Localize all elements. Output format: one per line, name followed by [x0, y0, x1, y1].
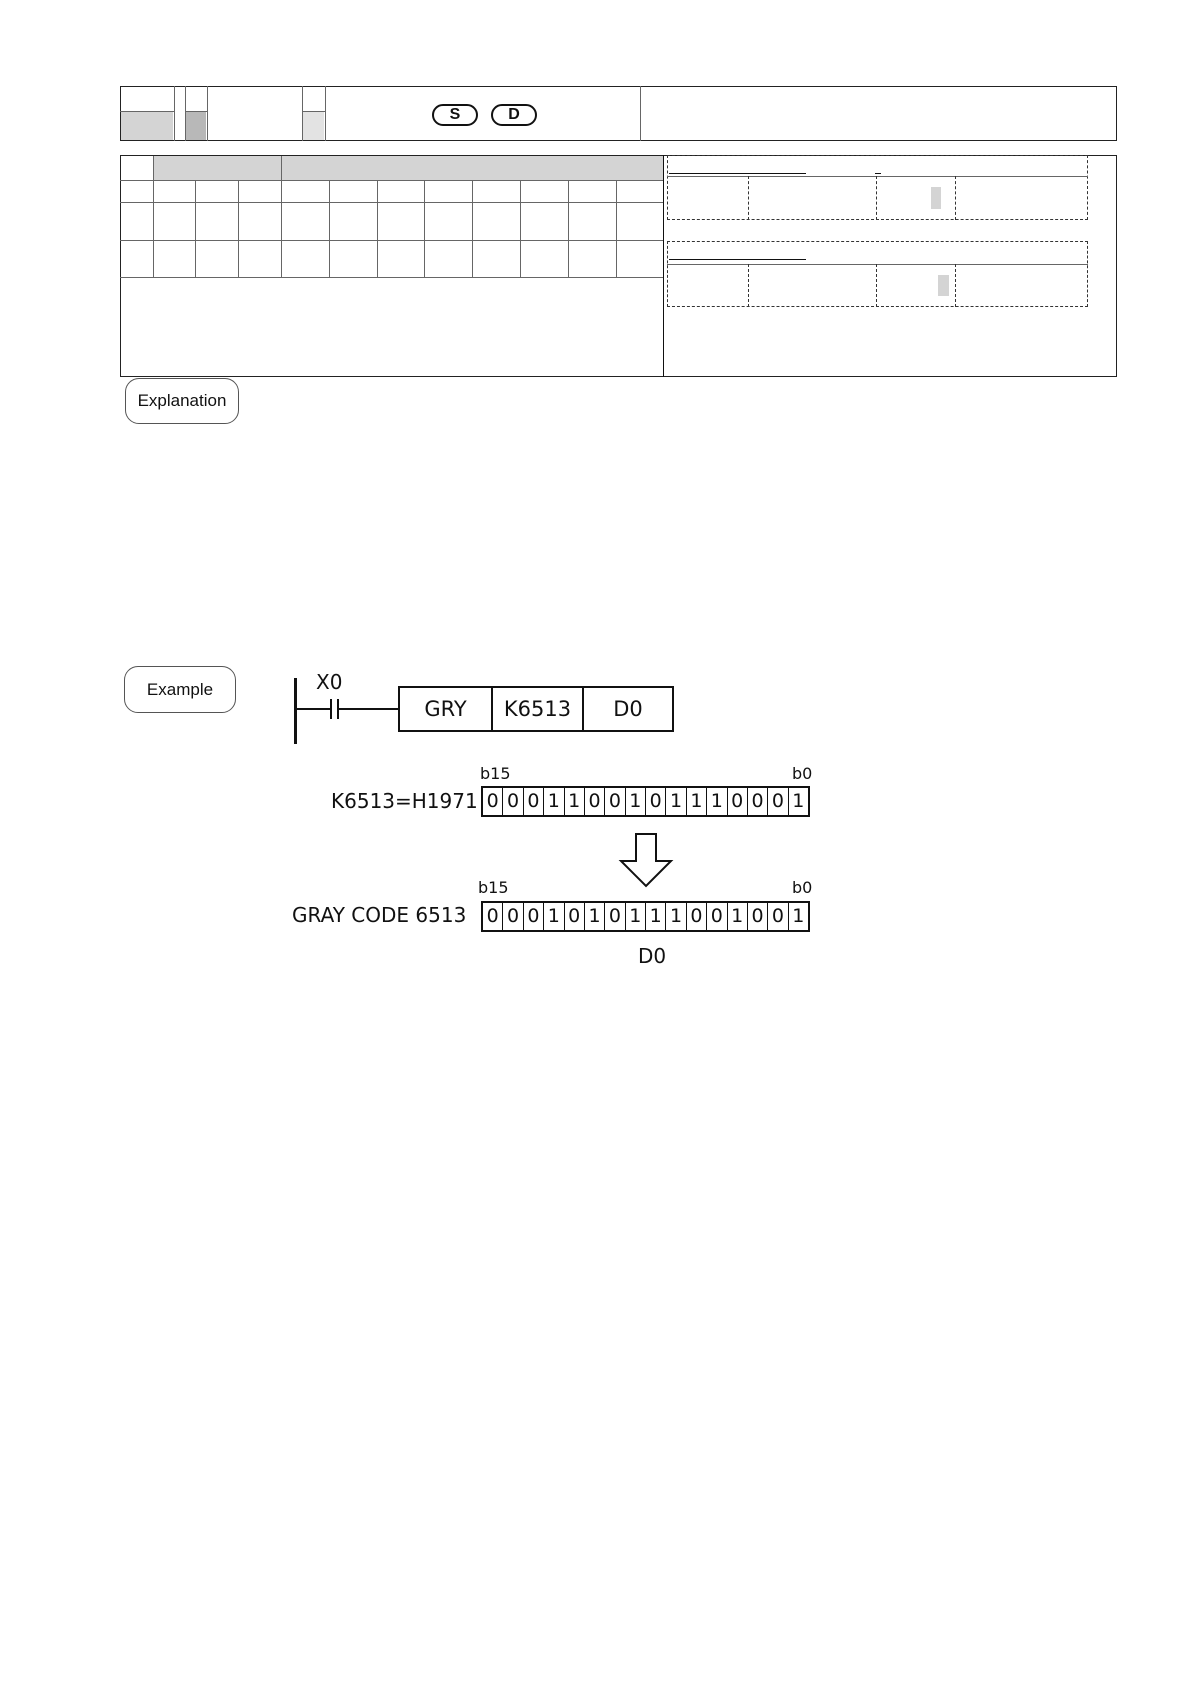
device-header-shade [153, 156, 663, 180]
gray-bit-register [481, 901, 810, 932]
lsb-label: b0 [792, 878, 813, 897]
underline [875, 173, 881, 174]
gray-bit: 1 [728, 903, 748, 930]
header-shade [303, 112, 324, 140]
header-shade [186, 112, 206, 140]
source-bit: 0 [585, 788, 605, 815]
instruction-header-table [120, 86, 1117, 141]
gray-code-label: GRAY CODE 6513 [292, 903, 467, 927]
example-label [124, 666, 236, 713]
instruction-dest: D0 [582, 686, 674, 732]
instruction-mnemonic: GRY [398, 686, 493, 732]
source-bit: 1 [792, 790, 805, 812]
grid-line [424, 180, 425, 278]
cell-shade [931, 187, 941, 209]
gray-bit: 0 [707, 903, 727, 930]
source-bit-register [481, 786, 810, 817]
table-divider [663, 155, 664, 377]
gray-bit: 0 [768, 903, 788, 930]
gray-bit: 0 [605, 903, 625, 930]
grid-line [876, 264, 877, 307]
source-bit: 0 [483, 788, 503, 815]
grid-line [120, 240, 663, 241]
grid-line [238, 180, 239, 278]
grid-line [568, 180, 569, 278]
underline [669, 259, 806, 260]
grid-line [955, 176, 956, 220]
gray-bit: 1 [666, 903, 686, 930]
dashed-table [667, 155, 1088, 220]
grid-line [876, 176, 877, 220]
source-bit: 1 [544, 788, 564, 815]
gray-bit: 1 [544, 903, 564, 930]
header-divider [174, 86, 175, 141]
grid-line [195, 180, 196, 278]
source-bit: 0 [646, 788, 666, 815]
gray-bit: 0 [503, 903, 523, 930]
underline [669, 173, 806, 174]
example-text: Example [146, 680, 214, 699]
grid-line [120, 202, 663, 203]
gray-bit: 0 [748, 903, 768, 930]
gray-bit: 0 [483, 903, 503, 930]
gray-bit: 1 [585, 903, 605, 930]
contact-label: X0 [316, 670, 343, 694]
gray-bit: 0 [565, 903, 585, 930]
source-bit: 0 [768, 788, 788, 815]
down-arrow-icon [618, 833, 674, 889]
grid-line [955, 264, 956, 307]
source-bit: 1 [666, 788, 686, 815]
grid-line [377, 180, 378, 278]
gray-bit: 1 [626, 903, 646, 930]
dest-register-label: D0 [638, 944, 667, 968]
cell-shade [938, 275, 949, 296]
explanation-text: Explanation [137, 391, 227, 410]
grid-line [153, 156, 154, 278]
grid-line [281, 156, 282, 278]
source-bit: 0 [524, 788, 544, 815]
lsb-label: b0 [792, 764, 813, 783]
msb-label: b15 [480, 764, 511, 783]
header-divider [207, 86, 208, 141]
source-bit: 1 [687, 788, 707, 815]
source-bit: 0 [605, 788, 625, 815]
gray-bit: 0 [687, 903, 707, 930]
instruction-source: K6513 [491, 686, 584, 732]
operand-badge-s: S [432, 104, 478, 126]
grid-line [748, 264, 749, 307]
header-divider [325, 86, 326, 141]
power-rail [294, 678, 297, 744]
dashed-table [667, 241, 1088, 307]
grid-line [616, 180, 617, 278]
gray-bit: 1 [646, 903, 666, 930]
rung-wire [296, 708, 330, 710]
operand-badge-d: D [491, 104, 537, 126]
header-shade [121, 112, 173, 140]
rung-wire [339, 708, 399, 710]
contact-plate [330, 699, 332, 719]
grid-line [667, 264, 1088, 265]
source-bit: 1 [626, 788, 646, 815]
source-bit: 0 [503, 788, 523, 815]
source-bit: 1 [707, 788, 727, 815]
grid-line [472, 180, 473, 278]
grid-line [520, 180, 521, 278]
explanation-label [125, 378, 239, 424]
source-bit: 1 [565, 788, 585, 815]
source-bit: 0 [728, 788, 748, 815]
gray-bit: 0 [524, 903, 544, 930]
grid-line [748, 176, 749, 220]
grid-line [120, 277, 663, 278]
grid-line [120, 180, 663, 181]
source-bit: 0 [748, 788, 768, 815]
msb-label: b15 [478, 878, 509, 897]
header-divider [640, 86, 641, 141]
gray-bit: 1 [792, 905, 805, 927]
grid-line [329, 180, 330, 278]
grid-line [667, 176, 1088, 177]
source-label: K6513=H1971 [331, 789, 478, 813]
